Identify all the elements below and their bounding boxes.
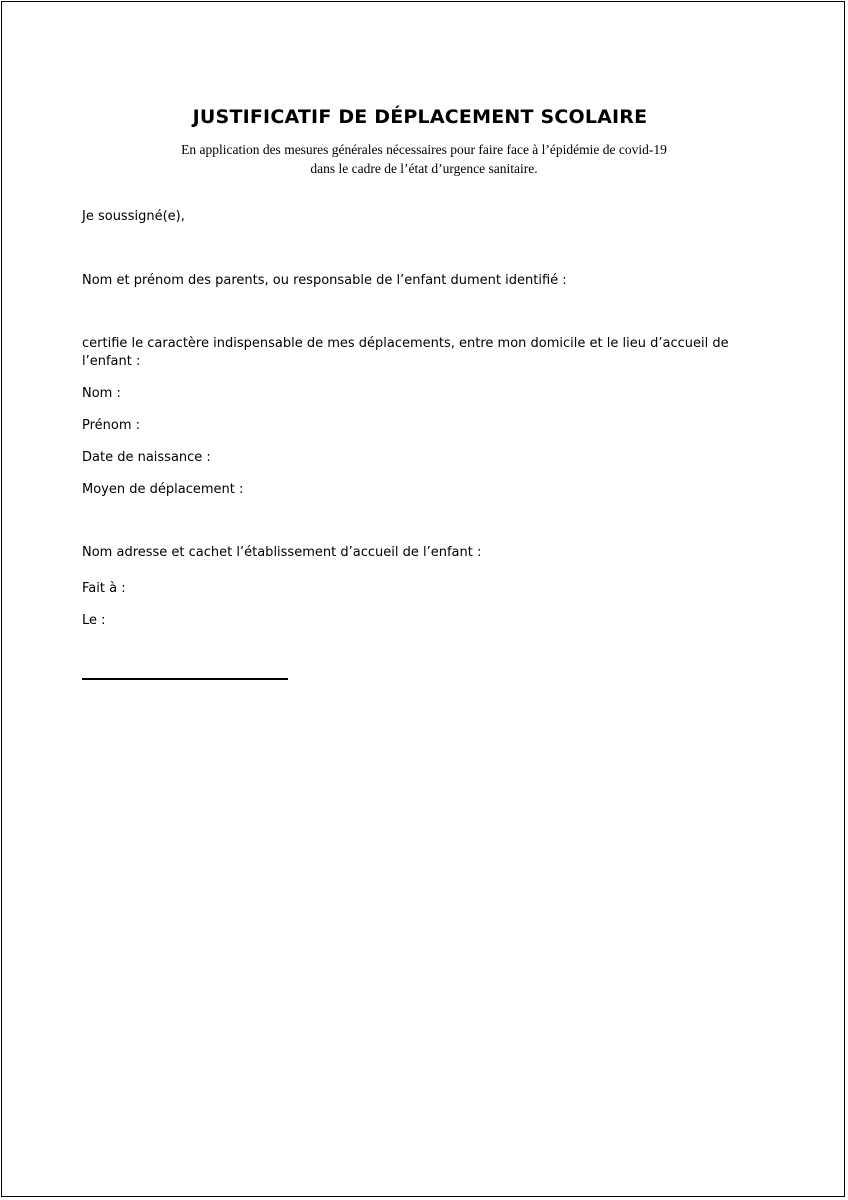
date-label: Le : [82, 613, 106, 628]
document-title: JUSTIFICATIF DE DÉPLACEMENT SCOLAIRE [192, 106, 648, 128]
subtitle-line-1: En application des mesures générales nécessaires pour faire face à l’épidémie de covid-19 [181, 142, 667, 157]
certifie-line-1: certifie le caractère indispensable de mes déplacements, entre mon domicile et le lieu d’accueil de [82, 336, 729, 351]
transport-mode-label: Moyen de déplacement : [82, 482, 244, 497]
signature-line [82, 678, 288, 680]
subtitle-line-2: dans le cadre de l’état d’urgence sanitaire. [310, 161, 538, 176]
document-page [1, 1, 845, 1197]
soussigne-label: Je soussigné(e), [82, 209, 185, 224]
child-first-name-label: Prénom : [82, 418, 141, 433]
certifie-line-2: l’enfant : [82, 354, 141, 369]
child-last-name-label: Nom : [82, 386, 121, 401]
parents-name-label: Nom et prénom des parents, ou responsable de l’enfant dument identifié : [82, 273, 567, 288]
place-label: Fait à : [82, 581, 126, 596]
school-stamp-label: Nom adresse et cachet l’établissement d’accueil de l’enfant : [82, 545, 482, 560]
birth-date-label: Date de naissance : [82, 450, 211, 465]
